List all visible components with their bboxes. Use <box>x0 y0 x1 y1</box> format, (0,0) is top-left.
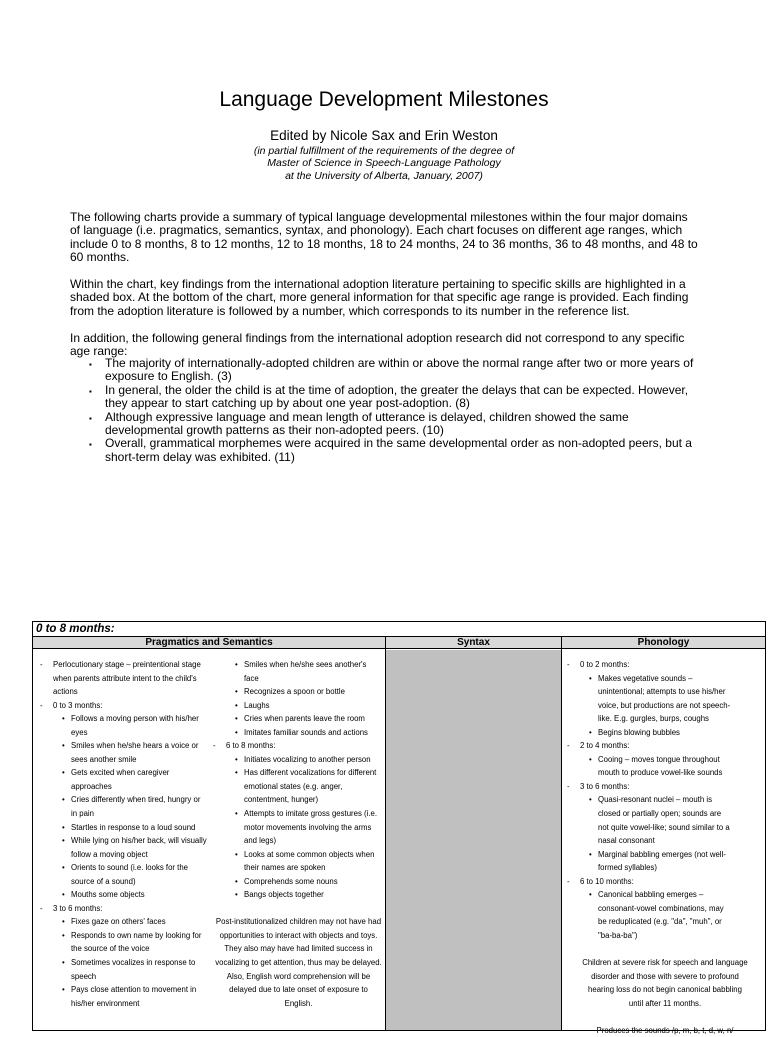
item-line: Initiates vocalizing to another person <box>244 754 371 764</box>
milestones-table <box>32 621 766 1035</box>
item-line: until after 11 months. <box>628 998 702 1008</box>
age-subrange-item <box>565 658 765 672</box>
item-line: voice, but productions are not speech- <box>598 700 731 710</box>
finding-text: In general, the older the child is at the time of adoption, the greater the delays that can be expected. However, they appear to start catching up by about one year post-adoption. (8) <box>105 382 689 411</box>
milestone-item <box>38 983 214 1010</box>
editors-line: Edited by Nicole Sax and Erin Weston <box>270 128 498 143</box>
degree-note-line: at the University of Alberta, January, 2007) <box>285 169 483 182</box>
item-line: Begins blowing bubbles <box>598 727 680 737</box>
dash-marker: - <box>40 903 43 913</box>
general-findings-intro: In addition, the following general findings from the international adoption research did not correspond to any specific age range: <box>70 331 685 359</box>
syntax-shaded-cell <box>386 650 561 1030</box>
adoption-note <box>565 942 765 956</box>
item-line: mouth to produce vowel-like sounds <box>598 768 723 778</box>
item-line: Makes vegetative sounds – <box>598 673 693 683</box>
item-line: 2 to 4 months: <box>580 741 630 751</box>
milestone-item <box>38 915 214 929</box>
milestone-item <box>565 726 765 740</box>
bullet-icon: • <box>589 727 592 737</box>
item-line: Also, English word comprehension will be <box>226 971 371 981</box>
item-line: face <box>244 673 259 683</box>
bullet-icon: • <box>589 754 592 764</box>
item-line: Comprehends some nouns <box>244 876 338 886</box>
bullet-icon: • <box>235 660 238 669</box>
general-findings-list <box>70 357 710 464</box>
item-line: disorder and those with severe to profound <box>591 971 739 981</box>
item-line: While lying on his/her back, will visually <box>71 836 207 846</box>
milestone-item <box>565 848 765 875</box>
milestone-item <box>38 888 214 902</box>
item-line: Cries differently when tired, hungry or <box>71 795 201 805</box>
milestone-item <box>38 739 214 766</box>
item-line: Cries when parents leave the room <box>244 714 365 724</box>
degree-note-line: Master of Science in Speech-Language Pathology <box>267 157 501 170</box>
item-line: Fixes gaze on others' faces <box>71 917 166 927</box>
finding-item <box>70 437 710 464</box>
bullet-icon: • <box>62 768 65 778</box>
milestone-item <box>38 766 214 793</box>
degree-note-line: (in partial fulfillment of the requirements of the degree of <box>253 145 515 157</box>
milestone-item <box>38 793 214 820</box>
item-line: motor movements involving the arms <box>244 822 372 832</box>
item-line: Imitates familiar sounds and actions <box>244 727 368 737</box>
item-line: follow a moving object <box>71 849 148 859</box>
item-line: Bangs objects together <box>244 890 324 900</box>
bullet-icon: • <box>235 849 238 859</box>
age-range-label: 0 to 8 months: <box>36 623 115 635</box>
bullet-icon: • <box>62 958 65 968</box>
bullet-icon: • <box>235 890 238 900</box>
dash-marker: - <box>40 660 43 669</box>
age-subrange-item <box>38 699 214 713</box>
milestone-item <box>211 699 386 713</box>
item-line: Follows a moving person with his/her <box>71 714 199 724</box>
item-line: formed syllables) <box>598 863 657 873</box>
milestone-item <box>565 753 765 780</box>
item-line: nasal consonant <box>598 836 655 846</box>
header-phonology: Phonology <box>562 637 765 649</box>
item-line <box>565 942 765 956</box>
bullet-icon: • <box>589 890 592 900</box>
item-line: Gets excited when caregiver <box>71 768 170 778</box>
item-line: 0 to 3 months: <box>53 700 103 710</box>
dash-marker: - <box>213 741 216 751</box>
bullet-icon: • <box>235 809 238 819</box>
bullet-icon: • <box>235 768 238 778</box>
adoption-note <box>565 956 765 1010</box>
milestone-item <box>211 658 386 685</box>
pragmatics-column-left <box>38 658 214 1010</box>
item-line: be reduplicated (e.g. "da", "muh", or <box>598 917 722 927</box>
phonology-column <box>565 658 765 1037</box>
dash-marker: - <box>567 741 570 751</box>
item-line: not quite vowel-like; sound similar to a <box>598 822 730 832</box>
item-line: Produces the sounds /p, m, b, t, d, w, n/ <box>596 1025 734 1035</box>
milestone-item <box>565 888 765 942</box>
item-line: when parents attribute intent to the child's <box>53 673 197 683</box>
item-line: contentment, hunger) <box>244 795 319 805</box>
item-line: Marginal babbling emerges (not well- <box>598 849 726 859</box>
age-subrange-item <box>565 780 765 794</box>
bullet-icon: • <box>62 930 65 940</box>
bullet-icon: • <box>235 754 238 764</box>
bullet-icon: • <box>235 687 238 697</box>
bullet-icon: • <box>235 876 238 886</box>
item-line: They also may have had limited success in <box>224 944 373 954</box>
milestone-item <box>38 712 214 739</box>
bullet-icon: • <box>62 917 65 927</box>
finding-text: Overall, grammatical morphemes were acquired in the same developmental order as non-adopted peers, but a short-term delay was exhibited. (11) <box>105 436 692 464</box>
bullet-icon: • <box>235 700 238 710</box>
item-line: Children at severe risk for speech and language <box>582 958 748 968</box>
item-line: Recognizes a spoon or bottle <box>244 687 345 697</box>
milestone-item <box>211 875 386 889</box>
bullet-icon: ▪ <box>89 386 92 396</box>
adoption-note <box>211 902 386 916</box>
header-pragmatics-semantics: Pragmatics and Semantics <box>33 637 385 649</box>
dash-marker: - <box>567 660 570 669</box>
item-line: and legs) <box>244 836 277 846</box>
bullet-icon: • <box>589 673 592 683</box>
bullet-icon: • <box>589 849 592 859</box>
item-line: Sometimes vocalizes in response to <box>71 958 196 968</box>
item-line: Looks at some common objects when <box>244 849 375 859</box>
item-line: sees another smile <box>71 754 137 764</box>
finding-item <box>70 357 710 384</box>
milestone-item <box>211 766 386 807</box>
item-line: his/her environment <box>71 998 140 1008</box>
item-line: 6 to 8 months: <box>226 741 276 751</box>
chart-explanation-paragraph: Within the chart, key findings from the international adoption literature pertaining to specific skills are highlighted in a shaded box. At the bottom of the chart, more general information for that specific age range is provided. Each finding from the adoption literature is followed by a number, which corresponds to its number in the reference list. <box>70 277 689 318</box>
item-line: Attempts to imitate gross gestures (i.e. <box>244 809 378 819</box>
item-line: opportunities to interact with objects and toys. <box>219 930 378 940</box>
item-line: 6 to 10 months: <box>580 876 634 886</box>
milestone-item <box>211 726 386 740</box>
bullet-icon: • <box>62 985 65 995</box>
finding-text: The majority of internationally-adopted children are within or above the normal range after two or more years of exposure to English. (3) <box>105 356 694 384</box>
milestone-item <box>211 848 386 875</box>
intro-paragraph: The following charts provide a summary of typical language developmental milestones within the four major domains of language (i.e. pragmatics, semantics, syntax, and phonology). Each chart focuses on different age ranges, which include 0 to 8 months, 8 to 12 months, 12 to 18 months, 18 to 24 months, 24 to 36 months, 36 to 48 months, and 48 to 60 months. <box>70 210 698 265</box>
bullet-icon: ▪ <box>89 360 92 369</box>
bullet-icon: • <box>589 795 592 805</box>
item-line: Mouths some objects <box>71 890 145 900</box>
document-title: Language Development Milestones <box>219 88 549 111</box>
item-line: the source of the voice <box>71 944 150 954</box>
item-line: 3 to 6 months: <box>53 903 103 913</box>
bullet-icon: • <box>62 795 65 805</box>
finding-item <box>70 411 710 438</box>
item-line: unintentional; attempts to use his/her <box>598 687 726 697</box>
bullet-icon: • <box>62 714 65 724</box>
bullet-icon: ▪ <box>89 413 92 423</box>
item-line: hearing loss do not begin canonical babbling <box>588 985 742 995</box>
bullet-icon: • <box>62 836 65 846</box>
age-subrange-item <box>38 658 214 699</box>
age-subrange-item <box>565 875 765 889</box>
finding-text: Although expressive language and mean length of utterance is delayed, children showed the same developmental growth patterns as their non-adopted peers. (10) <box>105 409 629 438</box>
dash-marker: - <box>40 700 43 710</box>
adoption-note <box>211 915 386 1010</box>
dash-marker: - <box>567 876 570 886</box>
item-line: Responds to own name by looking for <box>71 930 202 940</box>
item-line: Has different vocalizations for different <box>244 768 377 778</box>
finding-item <box>70 384 710 411</box>
milestone-item <box>565 672 765 726</box>
item-line: approaches <box>71 781 112 791</box>
item-line: Startles in response to a loud sound <box>71 822 196 832</box>
milestone-item <box>38 834 214 861</box>
item-line: their names are spoken <box>244 863 326 873</box>
milestone-item <box>211 753 386 767</box>
item-line: delayed due to late onset of exposure to <box>229 985 368 995</box>
item-line: source of a sound) <box>71 876 136 886</box>
milestone-item <box>38 929 214 956</box>
item-line: Perlocutionary stage – preintentional stage <box>53 660 201 669</box>
item-line: consonant-vowel combinations, may <box>598 903 724 913</box>
column-divider <box>561 637 562 1030</box>
bullet-icon: • <box>62 822 65 832</box>
bullet-icon: ▪ <box>89 440 92 450</box>
bullet-icon: • <box>62 890 65 900</box>
dash-marker: - <box>567 781 570 791</box>
header-syntax: Syntax <box>386 637 561 649</box>
bullet-icon: • <box>235 714 238 724</box>
milestone-item <box>38 956 214 983</box>
milestone-item <box>38 861 214 888</box>
item-line: Cooing – moves tongue throughout <box>598 754 720 764</box>
item-line <box>211 902 386 916</box>
item-line: like. E.g. gurgles, burps, coughs <box>598 714 709 724</box>
item-line: Smiles when he/she sees another's <box>244 660 367 669</box>
age-range-row <box>33 622 765 637</box>
milestone-item <box>565 793 765 847</box>
age-subrange-item <box>38 902 214 916</box>
degree-note <box>0 145 768 182</box>
adoption-note <box>565 1010 765 1024</box>
item-line: 0 to 2 months: <box>580 660 630 669</box>
item-line: eyes <box>71 727 88 737</box>
item-line: Pays close attention to movement in <box>71 985 197 995</box>
adoption-note <box>565 1024 765 1037</box>
milestone-item <box>211 685 386 699</box>
item-line: English. <box>284 998 313 1008</box>
milestone-item <box>211 888 386 902</box>
item-line: Laughs <box>244 700 270 710</box>
age-subrange-item <box>565 739 765 753</box>
item-line: emotional states (e.g. anger, <box>244 781 343 791</box>
milestone-item <box>211 807 386 848</box>
bullet-icon: • <box>62 741 65 751</box>
bullet-icon: • <box>235 727 238 737</box>
item-line: Smiles when he/she hears a voice or <box>71 741 199 751</box>
item-line: closed or partially open; sounds are <box>598 809 722 819</box>
milestone-item <box>38 821 214 835</box>
item-line: Post-institutionalized children may not have had <box>215 917 382 927</box>
item-line: Canonical babbling emerges – <box>598 890 704 900</box>
item-line: Orients to sound (i.e. looks for the <box>71 863 189 873</box>
pragmatics-column-right <box>211 658 386 1010</box>
bullet-icon: • <box>62 863 65 873</box>
age-subrange-item <box>211 739 386 753</box>
item-line: actions <box>53 687 78 697</box>
item-line: vocalizing to get attention, thus may be delayed. <box>215 958 382 968</box>
item-line <box>565 1010 765 1024</box>
item-line: Quasi-resonant nuclei – mouth is <box>598 795 712 805</box>
item-line: speech <box>71 971 97 981</box>
milestone-item <box>211 712 386 726</box>
item-line: 3 to 6 months: <box>580 781 630 791</box>
item-line: "ba-ba-ba") <box>598 930 638 940</box>
item-line: in pain <box>71 809 94 819</box>
